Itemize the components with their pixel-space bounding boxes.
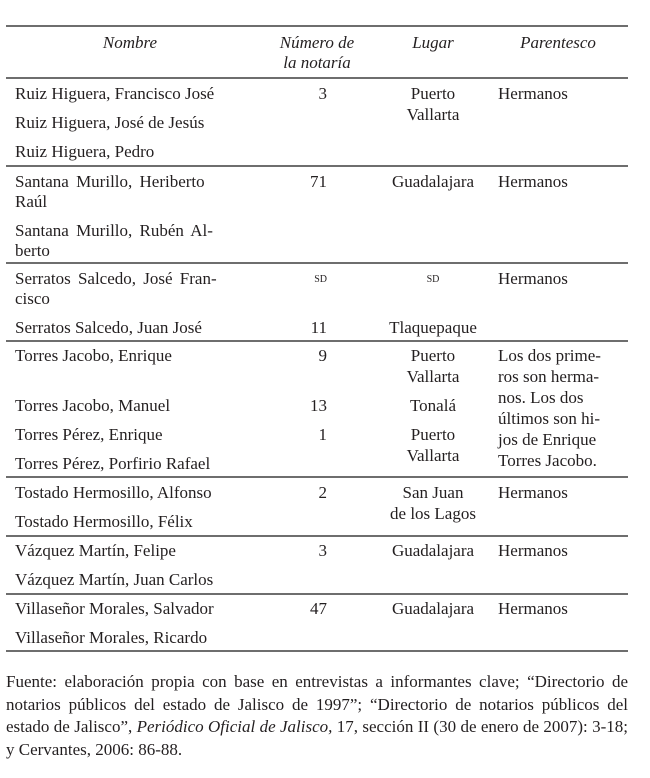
header-bottom-rule [6, 77, 628, 79]
place-cell: Vallarta [406, 446, 460, 465]
name-cell: Villaseñor Morales, Ricardo [15, 628, 208, 647]
name-cell: Torres Pérez, Enrique [15, 425, 163, 444]
notary-number-cell: 1 [318, 425, 327, 444]
table-top-rule [6, 25, 628, 27]
name-cell: Ruiz Higuera, Pedro [15, 142, 155, 161]
place-cell: sd [426, 271, 440, 286]
name-cell: Raúl [15, 192, 48, 211]
notary-number-cell: 3 [318, 84, 327, 103]
relation-cell: ros son herma- [498, 367, 600, 386]
relation-cell: últimos son hi- [498, 409, 601, 428]
place-cell: Vallarta [406, 367, 460, 386]
name-cell: Torres Jacobo, Enrique [15, 346, 172, 365]
name-cell: Santana Murillo, Rubén Al- [15, 221, 213, 240]
place-cell: Guadalajara [391, 541, 475, 560]
relation-cell: Los dos prime- [498, 346, 601, 365]
name-cell: Torres Pérez, Porfirio Rafael [15, 454, 211, 473]
relation-cell: nos. Los dos [498, 388, 584, 407]
place-cell: San Juan [402, 483, 464, 502]
name-cell: Vázquez Martín, Juan Carlos [15, 570, 214, 589]
place-cell: Vallarta [406, 105, 460, 124]
name-cell: Serratos Salcedo, José Fran- [15, 269, 217, 288]
name-cell: Santana Murillo, Heriberto [15, 172, 205, 191]
notary-number-cell: 9 [318, 346, 327, 365]
relation-cell: Hermanos [498, 541, 568, 560]
source-text: Fuente: elaboración propia con base en entrevistas a informantes clave; “Directorio de notarios públicos del estado de Jalisco de 1997”; “Directorio de notarios públicos del estado de Jalisco”, [6, 672, 628, 736]
place-cell: Puerto [410, 84, 456, 103]
name-cell: Tostado Hermosillo, Alfonso [15, 483, 212, 502]
notary-number-cell: 71 [310, 172, 327, 191]
name-cell: cisco [15, 289, 50, 308]
name-cell: Villaseñor Morales, Salvador [15, 599, 214, 618]
name-cell: Ruiz Higuera, Francisco José [15, 84, 215, 103]
group-divider [6, 340, 628, 342]
notary-number-cell: 11 [310, 318, 327, 337]
place-cell: Puerto [410, 425, 456, 444]
source-note [6, 671, 628, 761]
place-cell: Guadalajara [391, 172, 475, 191]
relation-cell: Hermanos [498, 172, 568, 191]
notary-number-cell: sd [314, 271, 327, 286]
name-cell: berto [15, 241, 50, 260]
place-cell: Tlaquepaque [389, 318, 477, 337]
group-divider [6, 165, 628, 167]
relation-cell: Hermanos [498, 483, 568, 502]
name-cell: Tostado Hermosillo, Félix [15, 512, 193, 531]
source-text-end: 17, sección II (30 de enero de 2007): 3-18; y Cervantes, 2006: 86-88. [6, 717, 628, 759]
name-cell: Ruiz Higuera, José de Jesús [15, 113, 205, 132]
place-cell: Guadalajara [391, 599, 475, 618]
name-cell: Vázquez Martín, Felipe [15, 541, 176, 560]
place-cell: Puerto [410, 346, 456, 365]
place-cell: de los Lagos [390, 504, 476, 523]
table-bottom-rule [6, 650, 628, 652]
notary-number-cell: 3 [318, 541, 327, 560]
relation-cell: Torres Jacobo. [498, 451, 597, 470]
source-italic-title: Periódico Oficial de Jalisco, [136, 717, 333, 736]
header-numero-line1: Número de [279, 33, 355, 52]
header-nombre: Nombre [102, 33, 158, 52]
relation-cell: Hermanos [498, 269, 568, 288]
name-cell: Torres Jacobo, Manuel [15, 396, 171, 415]
group-divider [6, 476, 628, 478]
notary-number-cell: 2 [318, 483, 327, 502]
relation-cell: Hermanos [498, 84, 568, 103]
header-numero-line2: la notaría [283, 53, 351, 72]
place-cell: Tonalá [409, 396, 456, 415]
header-parentesco: Parentesco [520, 33, 596, 52]
group-divider [6, 535, 628, 537]
relation-cell: Hermanos [498, 599, 568, 618]
relation-cell: jos de Enrique [498, 430, 597, 449]
notary-number-cell: 13 [310, 396, 327, 415]
group-divider [6, 262, 628, 264]
name-cell: Serratos Salcedo, Juan José [15, 318, 202, 337]
group-divider [6, 593, 628, 595]
header-lugar: Lugar [412, 33, 454, 52]
notary-number-cell: 47 [310, 599, 327, 618]
